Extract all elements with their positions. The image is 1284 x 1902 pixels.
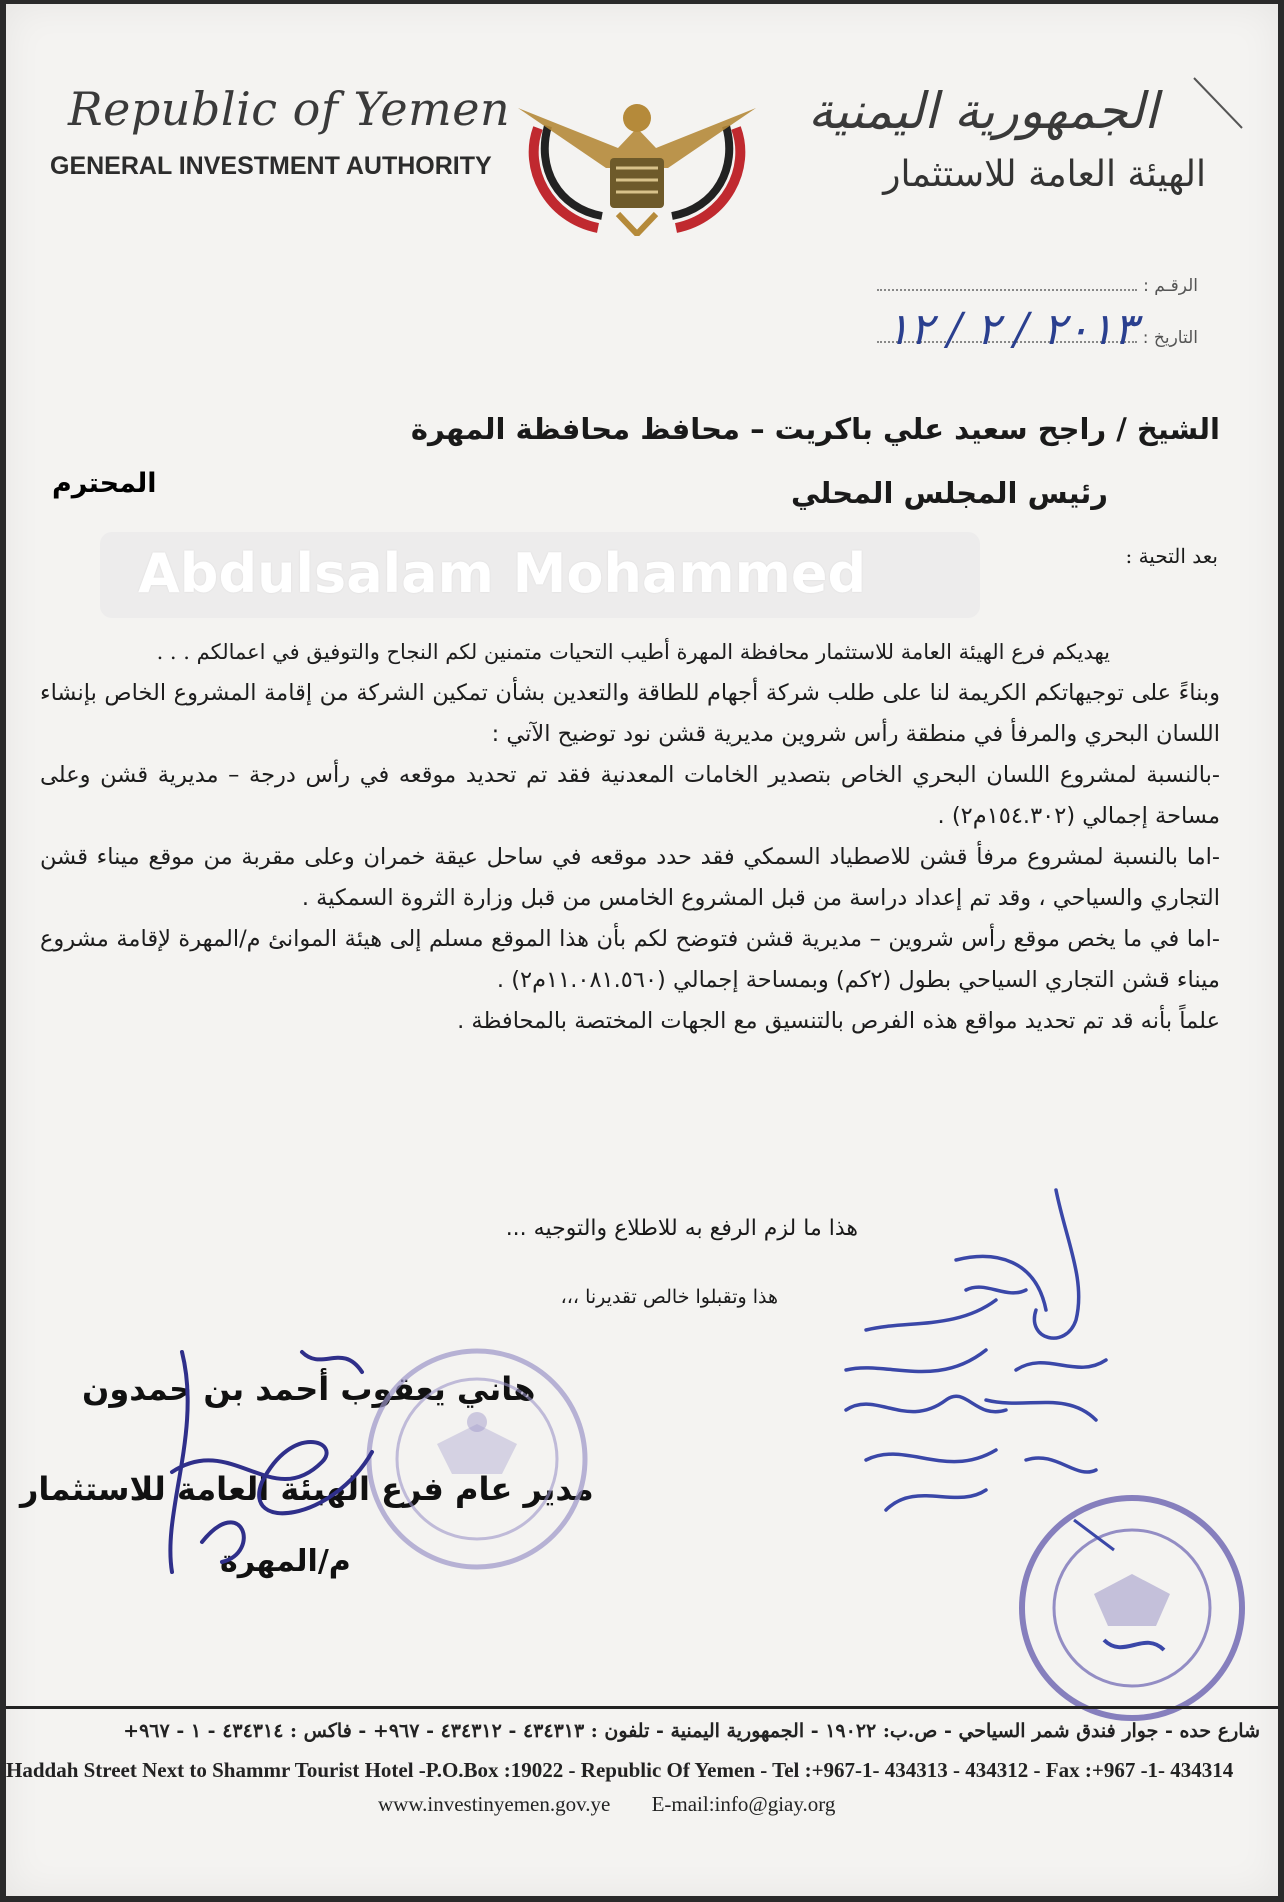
signatory-name: هاني يعقوب أحمد بن حمدون (82, 1370, 536, 1408)
body-paragraph-2: -بالنسبة لمشروع اللسان البحري الخاص بتصدير الخامات المعدنية فقد تم تحديد موقعه في رأس درجة – مديرية قشن وعلى مساحة إجمالي (١٥٤.٣٠٢م٢) . (40, 762, 1220, 829)
handwritten-date: ٢٠١٣ / ٢ / ١٢ (886, 304, 1138, 355)
signatory-title: مدير عام فرع الهيئة العامة للاستثمار (20, 1470, 594, 1508)
addressee-line-1: الشيخ / راجح سعيد علي باكريت – محافظ محافظة المهرة (410, 412, 1220, 446)
reference-date-label: التاريخ : (1142, 328, 1198, 348)
letter-body (40, 632, 1220, 1042)
letter-page (6, 4, 1278, 1896)
yemen-eagle-emblem-icon (518, 88, 756, 236)
greeting: بعد التحية : (1125, 544, 1218, 568)
body-paragraph-3: -اما بالنسبة لمشروع مرفأ قشن للاصطياد السمكي فقد حدد موقعه في ساحل عيقة خمران وعلى مقربة من موقع ميناء قشن التجاري والسياحي ، وقد تم إعداد دراسة من قبل المشروع الخامس من قبل وزارة الثروة السمكية . (40, 844, 1220, 911)
body-paragraph-4: -اما في ما يخص موقع رأس شروين – مديرية قشن فتوضح لكم بأن هذا الموقع مسلم إلى هيئة الموانئ م/المهرة لإقامة مشروع ميناء قشن التجاري السياحي بطول (٢كم) وبمساحة إجمالي (١١.٠٨١.٥٦٠م٢) . (40, 926, 1220, 993)
addressee-honorific: المحترم (52, 468, 157, 499)
footer-contacts (378, 1792, 835, 1817)
footer-website-link[interactable]: www.investinyemen.gov.ye (378, 1792, 611, 1816)
reference-number-label: الرقـم : (1143, 276, 1198, 296)
letterhead-arabic-title: الجمهورية اليمنية (807, 82, 1158, 140)
letterhead-english-subtitle: GENERAL INVESTMENT AUTHORITY (50, 152, 492, 180)
closing-line-2: هذا وتقبلوا خالص تقديرنا ،،، (560, 1286, 778, 1308)
body-paragraph-5: علماً بأنه قد تم تحديد مواقع هذه الفرص بالتنسيق مع الجهات المختصة بالمحافظة . (457, 1008, 1220, 1034)
footer-address-arabic: شارع حده - جوار فندق شمر السياحي - ص.ب: ١٩٠٢٢ - الجمهورية اليمنية - تلفون : ٤٣٤٣١٣ - ٤٣٤٣١٢ - ٩٦٧+ - فاكس : ٤٣٤٣١٤ - ١ - ٩٦٧+ (123, 1720, 1260, 1742)
reference-number-row (877, 276, 1198, 296)
footer-divider (6, 1706, 1278, 1709)
corner-pen-mark (1188, 74, 1248, 134)
body-paragraph-1: وبناءً على توجيهاتكم الكريمة لنا على طلب شركة أجهام للطاقة والتعدين بشأن تمكين الشركة من إقامة المشروع الخاص بإنشاء اللسان البحري والمرفأ في منطقة رأس شروين مديرية قشن نود توضيح الآتي : (40, 680, 1220, 747)
signatory-place: م/المهرة (220, 1544, 351, 1579)
reference-number-dots (877, 289, 1137, 291)
footer-address-english: Haddah Street Next to Shammr Tourist Hotel -P.O.Box :19022 - Republic Of Yemen - Tel :+967-1- 434313 - 434312 - Fax :+967 -1- 434314 (6, 1758, 1234, 1782)
watermark-text: Abdulsalam Mohammed (138, 542, 867, 605)
footer-email-link[interactable]: E-mail:info@giay.org (651, 1792, 836, 1816)
addressee-line-2: رئيس المجلس المحلي (791, 476, 1108, 510)
closing-line-1: هذا ما لزم الرفع به للاطلاع والتوجيه ... (505, 1216, 858, 1241)
watermark-banner (100, 532, 980, 618)
letterhead-english-title: Republic of Yemen (68, 82, 511, 136)
letterhead-arabic-subtitle: الهيئة العامة للاستثمار (883, 154, 1206, 195)
body-intro: يهديكم فرع الهيئة العامة للاستثمار محافظة المهرة أطيب التحيات متمنين لكم النجاح والتوفيق في اعمالكم . . . (156, 640, 1110, 664)
official-stamp-right-icon (1014, 1490, 1250, 1726)
signature-scrawl-left-icon (142, 1312, 402, 1582)
